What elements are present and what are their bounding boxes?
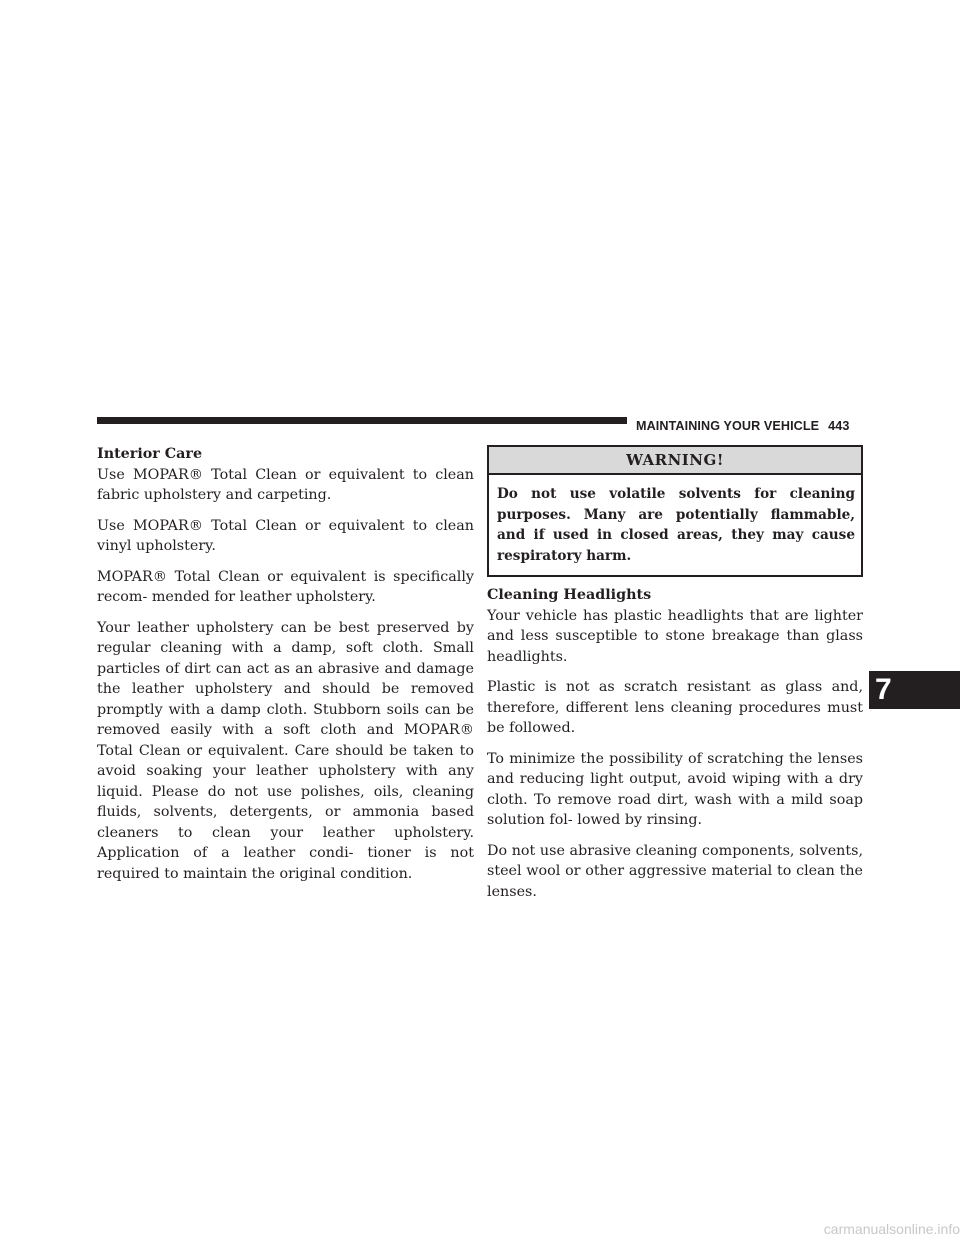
paragraph-leather-recommend: MOPAR® Total Clean or equivalent is specifically recom- mended for leather upholstery. xyxy=(97,568,474,605)
page-number: 443 xyxy=(828,419,850,433)
paragraph-scratch-resistance: Plastic is not as scratch resistant as glass and, therefore, different lens cleaning procedures must be followed. xyxy=(487,679,863,736)
warning-box xyxy=(487,445,863,577)
paragraph-no-abrasives: Do not use abrasive cleaning components, solvents, steel wool or other aggressive material to clean the lenses. xyxy=(487,842,863,900)
paragraph-vinyl: Use MOPAR® Total Clean or equivalent to clean vinyl upholstery. xyxy=(97,517,474,554)
running-header xyxy=(636,417,849,435)
warning-title: WARNING! xyxy=(489,447,861,475)
watermark: carmanualsonline.info xyxy=(823,1221,960,1237)
warning-text: Do not use volatile solvents for cleaning purposes. Many are potentially flammable, and if used in closed areas, they may cause respiratory harm. xyxy=(497,486,855,564)
cleaning-headlights-heading: Cleaning Headlights xyxy=(487,587,652,603)
paragraph-fabric: Use MOPAR® Total Clean or equivalent to clean fabric upholstery and carpeting. xyxy=(97,466,474,503)
right-column xyxy=(487,444,863,912)
paragraph-minimize-scratching: To minimize the possibility of scratching the lenses and reducing light output, avoid wiping with a dry cloth. To remove road dirt, wash with a mild soap solution fol- lowed by rinsing. xyxy=(487,750,863,828)
header-rule xyxy=(97,417,627,424)
chapter-tab: 7 xyxy=(869,671,960,709)
paragraph-leather-care: Your leather upholstery can be best preserved by regular cleaning with a damp, soft cloth. Small particles of dirt can act as an abrasive and damage the leather upholstery and should be removed promptly with a damp cloth. Stubborn soils can be removed easily with a soft cloth and MOPAR® Total Clean or equivalent. Care should be taken to avoid soaking your leather upholstery with any liquid. Please do not use polishes, oils, cleaning fluids, solvents, detergents, or ammonia based cleaners to clean your leather upholstery. Application of a leather condi- tioner is not required to maintain the original condition. xyxy=(97,619,474,882)
paragraph-plastic-headlights: Your vehicle has plastic headlights that are lighter and less susceptible to stone breakage than glass headlights. xyxy=(487,607,863,665)
interior-care-heading: Interior Care xyxy=(97,446,203,462)
section-title: MAINTAINING YOUR VEHICLE xyxy=(636,419,820,433)
left-column xyxy=(97,444,474,894)
